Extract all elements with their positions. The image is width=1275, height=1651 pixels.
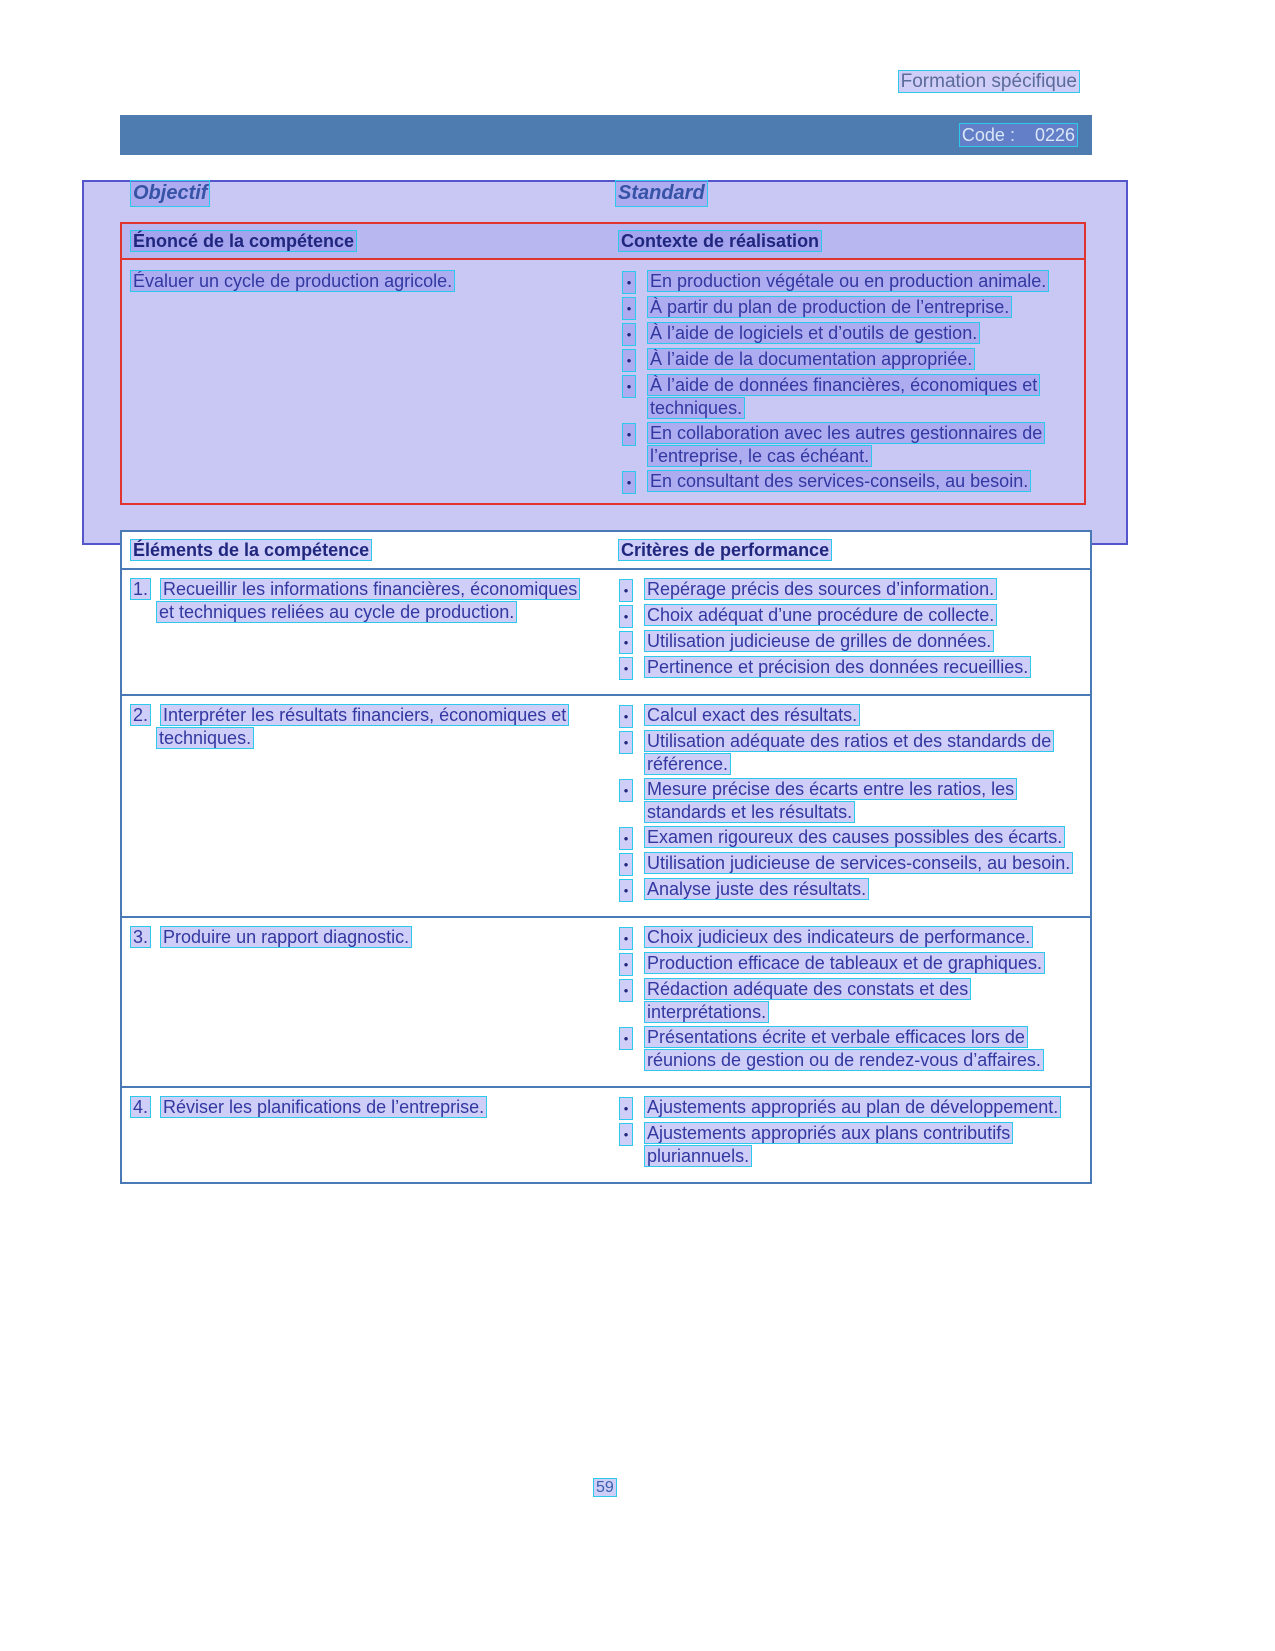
bullet-text: Mesure précise des écarts entre les ratios, les standards et les résultats. xyxy=(644,778,1017,823)
code-label: Code : 0226 xyxy=(959,123,1078,147)
bullet-text: À partir du plan de production de l’entreprise. xyxy=(647,296,1012,318)
enonce-cell xyxy=(122,260,615,496)
bullet-icon: • xyxy=(622,297,636,320)
bullet-text-wrap xyxy=(644,826,1080,849)
element-number: 2. xyxy=(130,704,151,726)
element-cell xyxy=(122,704,615,904)
code-bar xyxy=(120,115,1092,155)
element-cell xyxy=(122,1096,615,1170)
bullet-text: En collaboration avec les autres gestionnaires de l’entreprise, le cas échéant. xyxy=(647,422,1045,467)
element-number: 4. xyxy=(130,1096,151,1118)
table-row xyxy=(122,1088,1090,1182)
element-text: Interpréter les résultats financiers, économiques et techniques. xyxy=(156,704,569,749)
bullet-text: Repérage précis des sources d’information. xyxy=(644,578,997,600)
bullet-text-wrap xyxy=(647,322,1076,345)
bullet-item xyxy=(619,604,1080,628)
bullet-icon: • xyxy=(619,605,633,628)
bullet-text: Utilisation adéquate des ratios et des standards de référence. xyxy=(644,730,1054,775)
bullet-icon: • xyxy=(622,471,636,494)
bullet-text: Ajustements appropriés aux plans contributifs pluriannuels. xyxy=(644,1122,1013,1167)
elements-criteria-table xyxy=(120,530,1092,1184)
bullet-text-wrap xyxy=(647,270,1076,293)
bullet-item xyxy=(619,1122,1080,1168)
contexte-header-text: Contexte de réalisation xyxy=(618,230,822,252)
elements-header-cell xyxy=(122,539,615,562)
bullet-item xyxy=(619,878,1080,902)
table-row xyxy=(122,918,1090,1088)
bullet-icon: • xyxy=(622,423,636,446)
criteria-cell xyxy=(615,578,1090,682)
bullet-item xyxy=(619,730,1080,776)
section-header xyxy=(898,70,1080,94)
bullet-text: Rédaction adéquate des constats et des interprétations. xyxy=(644,978,971,1023)
bullet-text-wrap xyxy=(647,296,1076,319)
bullet-text-wrap xyxy=(644,1096,1080,1119)
bullet-text-wrap xyxy=(644,1122,1080,1168)
bullet-item xyxy=(619,1096,1080,1120)
bullet-icon: • xyxy=(619,631,633,654)
bullet-icon: • xyxy=(619,827,633,850)
bullet-text: À l’aide de données financières, économiques et techniques. xyxy=(647,374,1040,419)
bullet-text-wrap xyxy=(644,630,1080,653)
bullet-icon: • xyxy=(619,879,633,902)
bullet-item xyxy=(622,296,1076,320)
table-row xyxy=(122,570,1090,696)
bullet-icon: • xyxy=(619,657,633,680)
bullet-item xyxy=(619,852,1080,876)
bullet-item xyxy=(622,422,1076,468)
bullet-item xyxy=(622,270,1076,294)
bullet-text: Calcul exact des résultats. xyxy=(644,704,860,726)
criteria-cell xyxy=(615,704,1090,904)
competence-table-header xyxy=(122,224,1084,260)
elements-header-text: Éléments de la compétence xyxy=(130,539,372,561)
bullet-item xyxy=(619,656,1080,680)
bullet-text: Choix judicieux des indicateurs de performance. xyxy=(644,926,1033,948)
bullet-text: À l’aide de logiciels et d’outils de gestion. xyxy=(647,322,980,344)
bullet-item xyxy=(619,778,1080,824)
enonce-text: Évaluer un cycle de production agricole. xyxy=(130,270,455,292)
standard-label: Standard xyxy=(615,180,708,207)
bullet-icon: • xyxy=(619,1123,633,1146)
element-cell xyxy=(122,926,615,1074)
element-text-wrap xyxy=(130,1096,590,1119)
bullet-text-wrap xyxy=(644,878,1080,901)
section-header-text: Formation spécifique xyxy=(898,70,1080,93)
bullet-text-wrap xyxy=(647,422,1076,468)
bullet-text-wrap xyxy=(644,656,1080,679)
criteres-header-cell xyxy=(615,539,1090,562)
bullet-icon: • xyxy=(619,731,633,754)
bullet-item xyxy=(619,826,1080,850)
table-row xyxy=(122,696,1090,918)
bullet-text-wrap xyxy=(647,374,1076,420)
elements-criteria-rows xyxy=(122,570,1090,1182)
element-text: Réviser les planifications de l’entreprise. xyxy=(160,1096,487,1118)
bullet-item xyxy=(619,952,1080,976)
element-text-wrap xyxy=(130,926,590,949)
bullet-text-wrap xyxy=(644,1026,1080,1072)
elements-criteria-header xyxy=(122,532,1090,570)
criteria-cell xyxy=(615,926,1090,1074)
criteres-header-text: Critères de performance xyxy=(618,539,832,561)
bullet-item xyxy=(622,348,1076,372)
bullet-icon: • xyxy=(619,779,633,802)
bullet-text: Examen rigoureux des causes possibles des écarts. xyxy=(644,826,1065,848)
bullet-text-wrap xyxy=(644,730,1080,776)
bullet-item xyxy=(622,322,1076,346)
bullet-icon: • xyxy=(622,349,636,372)
bullet-icon: • xyxy=(619,853,633,876)
bullet-text: À l’aide de la documentation appropriée. xyxy=(647,348,975,370)
bullet-item xyxy=(619,926,1080,950)
bullet-text-wrap xyxy=(644,604,1080,627)
competence-table-body xyxy=(122,260,1084,496)
enonce-header-text: Énoncé de la compétence xyxy=(130,230,357,252)
contexte-bullet-list xyxy=(618,270,1076,494)
bullet-item xyxy=(619,704,1080,728)
bullet-text: Utilisation judicieuse de services-conseils, au besoin. xyxy=(644,852,1073,874)
bullet-text: Pertinence et précision des données recueillies. xyxy=(644,656,1031,678)
contexte-header-cell xyxy=(615,230,1084,253)
bullet-item xyxy=(619,578,1080,602)
bullet-text-wrap xyxy=(644,978,1080,1024)
element-text: Recueillir les informations financières, économiques et techniques reliées au cycle de production. xyxy=(156,578,580,623)
element-number: 3. xyxy=(130,926,151,948)
page-number xyxy=(593,1478,617,1498)
element-cell xyxy=(122,578,615,682)
page-number-text: 59 xyxy=(593,1478,617,1497)
bullet-text-wrap xyxy=(647,470,1076,493)
contexte-cell xyxy=(615,260,1084,496)
bullet-icon: • xyxy=(619,927,633,950)
criteria-cell xyxy=(615,1096,1090,1170)
bullet-item xyxy=(622,374,1076,420)
bullet-item xyxy=(619,978,1080,1024)
bullet-item xyxy=(622,470,1076,494)
bullet-item xyxy=(619,1026,1080,1072)
bullet-icon: • xyxy=(619,705,633,728)
bullet-icon: • xyxy=(619,1097,633,1120)
bullet-text-wrap xyxy=(644,952,1080,975)
element-text-wrap xyxy=(130,578,590,624)
bullet-text-wrap xyxy=(647,348,1076,371)
bullet-text: Présentations écrite et verbale efficaces lors de réunions de gestion ou de rendez-vous d’affaires. xyxy=(644,1026,1044,1071)
enonce-header-cell xyxy=(122,230,615,253)
bullet-text-wrap xyxy=(644,778,1080,824)
bullet-text: En consultant des services-conseils, au besoin. xyxy=(647,470,1031,492)
bullet-icon: • xyxy=(619,579,633,602)
bullet-text-wrap xyxy=(644,852,1080,875)
bullet-text: Ajustements appropriés au plan de développement. xyxy=(644,1096,1061,1118)
bullet-item xyxy=(619,630,1080,654)
bullet-text-wrap xyxy=(644,578,1080,601)
objectif-label: Objectif xyxy=(130,180,210,207)
bullet-text: Choix adéquat d’une procédure de collecte. xyxy=(644,604,997,626)
element-text-wrap xyxy=(130,704,590,750)
element-text: Produire un rapport diagnostic. xyxy=(160,926,412,948)
bullet-icon: • xyxy=(619,979,633,1002)
bullet-text: En production végétale ou en production animale. xyxy=(647,270,1049,292)
bullet-text: Production efficace de tableaux et de graphiques. xyxy=(644,952,1045,974)
bullet-icon: • xyxy=(619,953,633,976)
element-number: 1. xyxy=(130,578,151,600)
bullet-icon: • xyxy=(619,1027,633,1050)
competence-table xyxy=(120,222,1086,505)
bullet-text: Analyse juste des résultats. xyxy=(644,878,869,900)
bullet-text: Utilisation judicieuse de grilles de données. xyxy=(644,630,994,652)
bullet-icon: • xyxy=(622,271,636,294)
bullet-icon: • xyxy=(622,323,636,346)
bullet-text-wrap xyxy=(644,704,1080,727)
bullet-text-wrap xyxy=(644,926,1080,949)
bullet-icon: • xyxy=(622,375,636,398)
